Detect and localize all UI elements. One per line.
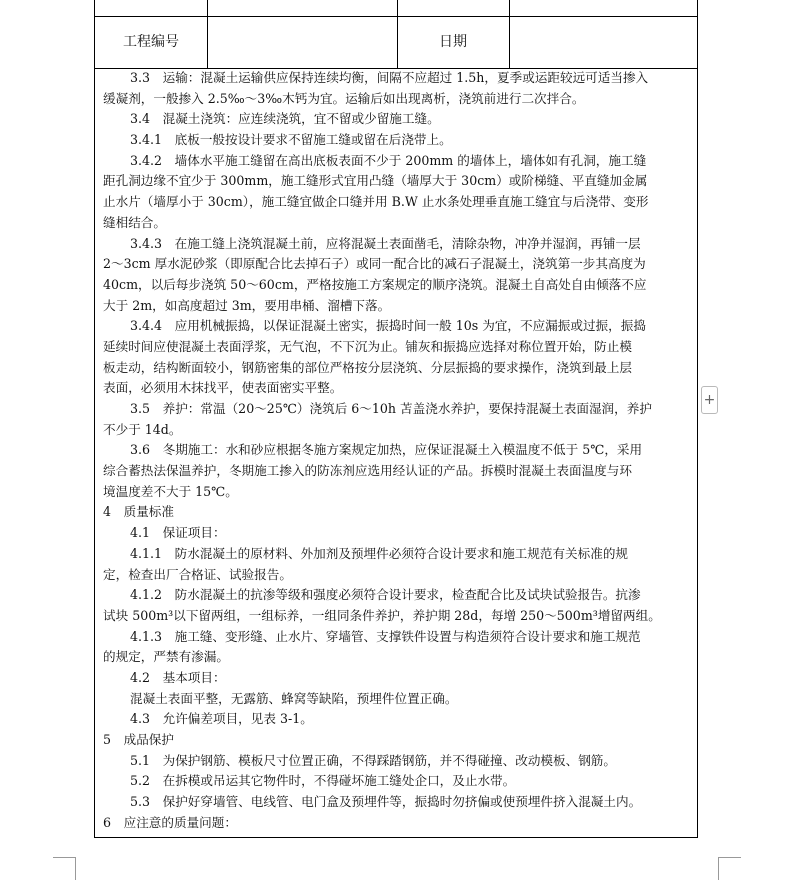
paragraph-line: 定，检查出厂合格证、试验报告。 [103, 566, 292, 582]
cell-divider [509, 0, 510, 16]
date-label: 日期 [439, 34, 467, 50]
project-number-label: 工程编号 [123, 34, 179, 50]
add-row-button[interactable]: + [701, 386, 718, 414]
paragraph-line: 缓凝剂，一般掺入 2.5‰～3‰木钙为宜。运输后如出现离析，浇筑前进行二次拌合。 [103, 90, 585, 106]
table-header-row [95, 16, 697, 69]
paragraph-line: 延续时间应使混凝土表面浮浆，无气泡，不下沉为止。铺灰和振捣应选择对称位置开始，防止模 [103, 338, 632, 354]
paragraph-line: 境温度差不大于 15℃。 [103, 483, 238, 499]
paragraph-line: 的规定，严禁有渗漏。 [103, 649, 229, 665]
cell-divider [509, 16, 510, 68]
document-body [95, 68, 697, 833]
paragraph-line: 3.4.3 在施工缝上浇筑混凝土前，应将混凝土表面凿毛，清除杂物，冲净并湿润，再铺一层 [130, 235, 641, 251]
paragraph-line: 大于 2m，如高度超过 3m，要用串桶、溜槽下落。 [103, 297, 391, 313]
paragraph-line: 不少于 14d。 [103, 421, 182, 437]
paragraph-line: 5 成品保护 [103, 732, 174, 747]
document-table [94, 0, 698, 838]
paragraph-line: 40cm，以后每步浇筑 50～60cm，严格按施工方案规定的顺序浇筑。混凝土自高处自由倾落不应 [103, 276, 647, 292]
cell-divider [207, 16, 208, 68]
paragraph-line: 3.4.4 应用机械振捣，以保证混凝土密实，振捣时间一般 10s 为宜，不应漏振或过振，振捣 [130, 318, 646, 334]
table-top-row [95, 0, 697, 17]
paragraph-line: 3.3 运输：混凝土运输供应保持连续均衡，间隔不应超过 1.5h，夏季或运距较远可适当掺入 [130, 70, 649, 85]
paragraph-line: 综合蓄热法保温养护，冬期施工掺入的防冻剂应选用经认证的产品。拆模时混凝土表面温度与环 [103, 463, 632, 479]
cell-divider [207, 0, 208, 16]
paragraph-line: 3.4.2 墙体水平施工缝留在高出底板表面不少于 200mm 的墙体上，墙体如有孔洞，施工缝 [130, 152, 647, 168]
paragraph-line: 5.1 为保护钢筋、模板尺寸位置正确，不得踩踏钢筋，并不得碰撞、改动模板、钢筋。 [130, 752, 616, 768]
paragraph-line: 5.2 在拆模或吊运其它物件时，不得碰坏施工缝处企口，及止水带。 [130, 773, 516, 789]
paragraph-line: 4.1.2 防水混凝土的抗渗等级和强度必须符合设计要求，检查配合比及试块试验报告。抗渗 [130, 587, 641, 603]
cell-divider [397, 0, 398, 16]
paragraph-line: 缝相结合。 [103, 214, 166, 230]
paragraph-line: 4 质量标准 [103, 504, 174, 520]
paragraph-line: 3.4.1 底板一般按设计要求不留施工缝或留在后浇带上。 [130, 132, 452, 148]
paragraph-line: 3.6 冬期施工：水和砂应根据冬施方案规定加热，应保证混凝土入模温度不低于 5℃，采用 [130, 442, 643, 458]
paragraph-line: 4.2 基本项目： [130, 669, 226, 685]
paragraph-line: 4.1.3 施工缝、变形缝、止水片、穿墙管、支撑铁件设置与构造须符合设计要求和施工规范 [130, 628, 641, 644]
paragraph-line: 4.1 保证项目： [130, 525, 226, 541]
paragraph-line: 3.5 养护：常温（20～25℃）浇筑后 6～10h 苫盖浇水养护，要保持混凝土表面湿润，养护 [130, 401, 652, 416]
paragraph-line: 试块 500m³以下留两组，一组标养，一组同条件养护，养护期 28d，每增 250～500m³增留两组。 [103, 607, 661, 623]
paragraph-line: 3.4 混凝土浇筑：应连续浇筑，宜不留或少留施工缝。 [130, 111, 440, 127]
paragraph-line: 4.3 允许偏差项目，见表 3-1。 [130, 711, 313, 727]
paragraph-line: 止水片（墙厚小于 30cm），施工缝宜做企口缝并用 B.W 止水条处理垂直施工缝宜与后浇带、变形 [103, 194, 649, 210]
paragraph-line: 距孔洞边缘不宜少于 300mm，施工缝形式宜用凸缝（墙厚大于 30cm）或阶梯缝、平直缝加金属 [103, 173, 648, 189]
paragraph-line: 5.3 保护好穿墙管、电线管、电门盒及预埋件等，振捣时勿挤偏或使预埋件挤入混凝土内。 [130, 794, 642, 810]
paragraph-line: 4.1.1 防水混凝土的原材料、外加剂及预埋件必须符合设计要求和施工规范有关标准的规 [130, 545, 629, 561]
paragraph-line: 6 应注意的质量问题： [103, 814, 237, 830]
paragraph-line: 2～3cm 厚水泥砂浆（即原配合比去掉石子）或同一配合比的减石子混凝土，浇筑第一步其高度为 [103, 256, 646, 272]
paragraph-line: 混凝土表面平整，无露筋、蜂窝等缺陷，预埋件位置正确。 [130, 690, 458, 706]
paragraph-line: 板走动，结构断面较小，钢筋密集的部位严格按分层浇筑、分层振捣的要求操作，浇筑到最上层 [103, 359, 632, 375]
paragraph-line: 表面，必须用木抹找平，使表面密实平整。 [103, 380, 343, 396]
